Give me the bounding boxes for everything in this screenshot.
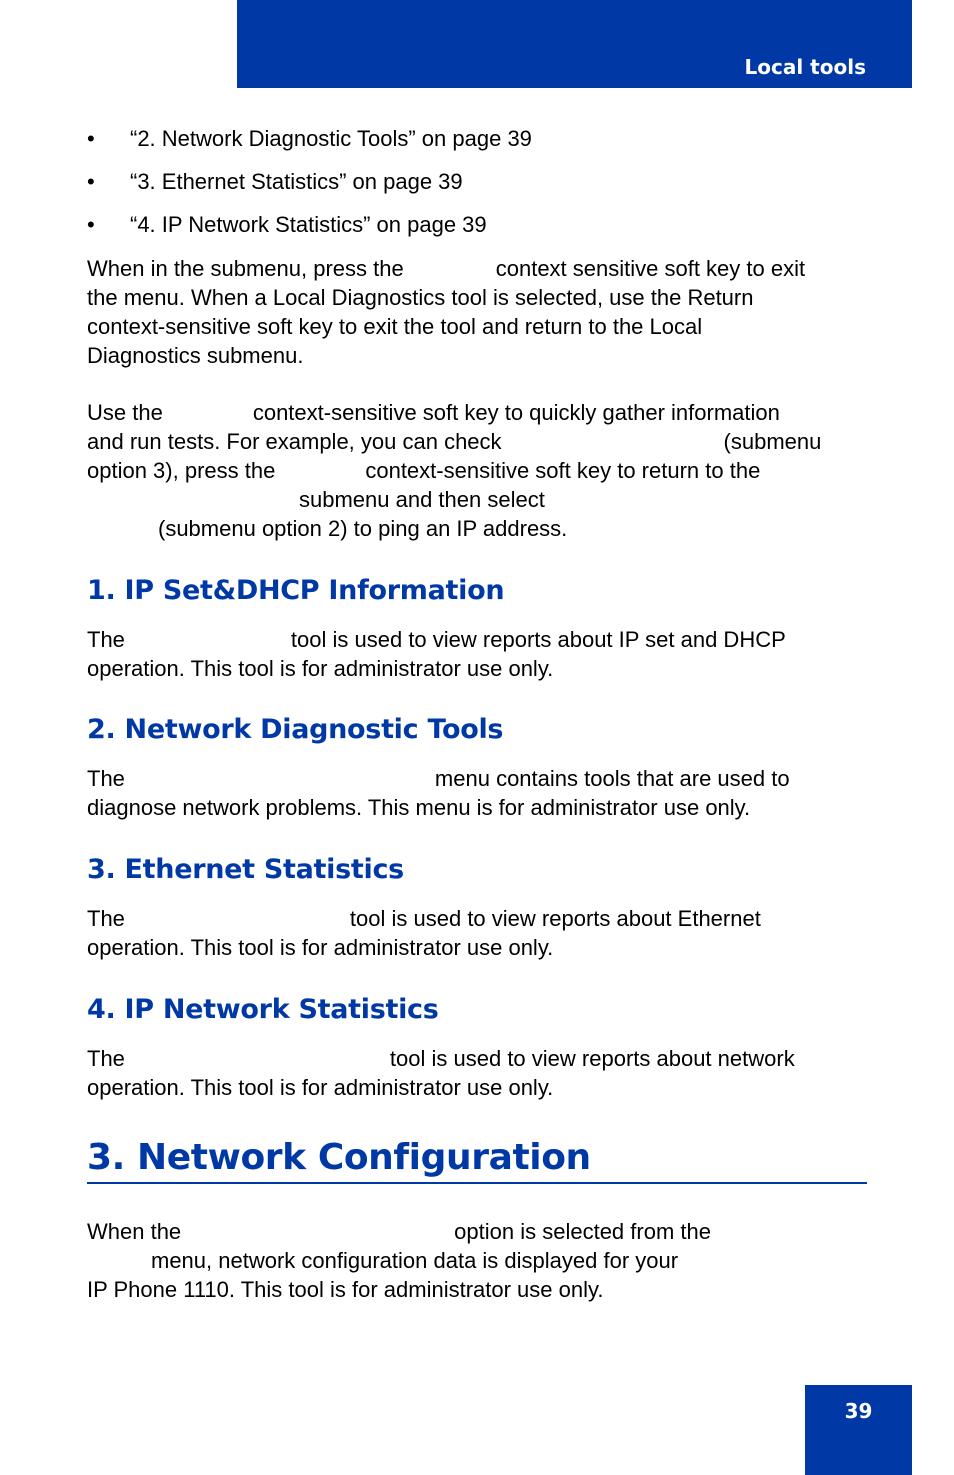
intro-paragraph-1: When in the submenu, press the context sensitive soft key to exit the menu. When a Local Diagnostics tool is selected, use the Return context-sensitive soft key to exit the tool and return to the Local Diagnostics submenu. [87,256,806,368]
chapter-heading: 3. Network Configuration [87,1137,591,1178]
heading-divider [87,1182,867,1184]
running-header-title: Local tools [744,55,866,79]
page-number-box [805,1385,912,1475]
intro-paragraph-2: Use the context-sensitive soft key to quickly gather information and run tests. For example, you can check (submenu option 3), press the context-sensitive soft key to return to the submenu and then select (submenu option 2) to ping an IP address. [87,400,822,541]
section-paragraph: The menu contains tools that are used to diagnose network problems. This menu is for administrator use only. [87,766,790,820]
network-config-paragraph: When the option is selected from the menu, network configuration data is displayed for your IP Phone 1110. This tool is for administrator use only. [87,1219,711,1302]
section-heading: 2. Network Diagnostic Tools [87,714,504,745]
bullet-icon: • [87,126,95,151]
list-item [87,210,487,239]
header-band [237,0,912,88]
cross-reference-link[interactable]: “4. IP Network Statistics” on page 39 [130,212,487,237]
section-heading: 1. IP Set&DHCP Information [87,575,505,606]
section-heading: 3. Ethernet Statistics [87,854,404,885]
section-paragraph: The tool is used to view reports about Ethernet operation. This tool is for administrator use only. [87,906,761,960]
bullet-icon: • [87,169,95,194]
bullet-icon: • [87,212,95,237]
cross-reference-link[interactable]: “3. Ethernet Statistics” on page 39 [130,169,463,194]
section-paragraph: The tool is used to view reports about IP set and DHCP operation. This tool is for administrator use only. [87,627,786,681]
section-paragraph: The tool is used to view reports about network operation. This tool is for administrator use only. [87,1046,795,1100]
section-heading: 4. IP Network Statistics [87,994,439,1025]
list-item [87,167,463,196]
cross-reference-link[interactable]: “2. Network Diagnostic Tools” on page 39 [130,126,532,151]
page-number: 39 [844,1399,873,1423]
list-item [87,124,532,153]
